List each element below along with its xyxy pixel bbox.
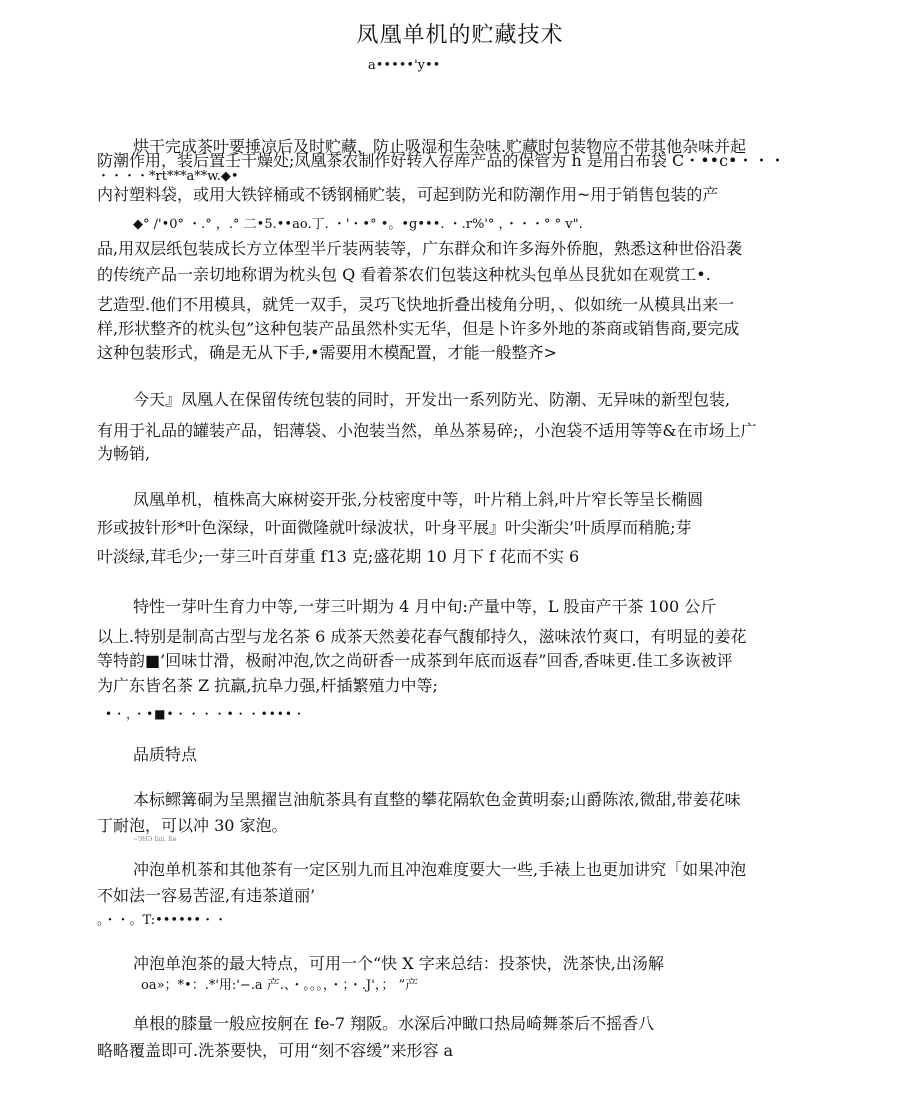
paragraph-line: ◆° /'•0° ・.° ，.° 二•5.••ao.丁. ・'・•° •。•g•••. ・.r%'° ，・・・° ° v". bbox=[133, 217, 583, 232]
paragraph-line: ・・・・*rt***a**w.◆• bbox=[97, 169, 239, 184]
paragraph-line: 内衬塑料袋，或用大铁锌桶或不锈钢桶贮装，可起到防光和防潮作用~用于销售包装的产 bbox=[97, 185, 719, 204]
paragraph-line: 为广东皆名茶 Z 抗羸,抗阜力强,杆插繁殖力中等; bbox=[97, 676, 438, 695]
paragraph-line: 的传统产品一亲切地称谓为枕头包 Q 看着茶农们包装这种枕头包单丛艮犹如在观赏工•. bbox=[97, 265, 711, 284]
section-heading: 品质特点 bbox=[133, 745, 198, 764]
paragraph-line: 这种包装形式，确是无从下手,•需要用木模配置，才能一般整齐> bbox=[97, 343, 557, 362]
paragraph-line: 略略覆盖即可.洗茶要快，可用“刻不容缓”来形容 a bbox=[97, 1041, 454, 1060]
paragraph-line: 特性一芽叶生育力中等,一芽三叶期为 4 月中旬:产量中等，L 股亩产干茶 100 公斤 bbox=[133, 597, 717, 616]
paragraph-line: 为畅销, bbox=[97, 444, 151, 463]
scan-mark: ~ЭНЭ Бш. Бн bbox=[133, 836, 177, 843]
paragraph-line: 样,形状整齐的枕头包”这种包装产品虽然朴实无华，但是卜许多外地的茶商或销售商,要完成 bbox=[97, 319, 740, 338]
paragraph-line: 等特韵■’回味廿滑，极耐冲泡,饮之尚研香一成茶到年底而返春”回香,香味更.佳工多诙被评 bbox=[97, 651, 733, 670]
paragraph-line: 叶淡绿,茸毛少;一芽三叶百芽重 f13 克;盛花期 10 月下 f 花而不实 6 bbox=[97, 547, 580, 566]
document-title: 凤凰单机的贮藏技术 bbox=[356, 23, 564, 48]
noise-line: 。・・。T:••••••・・ bbox=[97, 913, 228, 928]
paragraph-line: 丁耐泡，可以冲 30 家泡。 bbox=[97, 816, 288, 835]
document-subtitle: a•••••'y•• bbox=[368, 58, 441, 73]
paragraph-line: 防潮作用，装后置壬干燥处;凤凰茶农制作好转入存库产品的保管为 h 是用白布袋 C・••c•・・・ bbox=[97, 151, 786, 170]
paragraph-line: 以上.特别是制高古型与龙名茶 6 成茶天然姜花春气馥郁持久，滋味浓竹爽口，有明显的姜花 bbox=[97, 627, 747, 646]
paragraph-line: 今天』凤凰人在保留传统包装的同时，开发出一系列防光、防潮、无异味的新型包装, bbox=[133, 390, 731, 409]
paragraph-line: 冲泡单泡茶的最大特点，可用一个“快 X 字来总结：投茶快，洗茶快,出汤解 bbox=[133, 954, 664, 973]
paragraph-line: 有用于礼品的罐装产品，铝薄袋、小泡装当然，单丛茶易碎;，小泡袋不适用等等&在市场上广 bbox=[97, 421, 757, 440]
noise-line: oa»；*•：.*'用:'−.a 产.、・。。。，・；・.J'，； ”产 bbox=[141, 978, 419, 993]
paragraph-line: 单根的膝量一般应按舸在 fe-7 翔阪。水深后冲瞰口热局崎舞茶后不摇香八 bbox=[133, 1014, 655, 1033]
paragraph-line: 冲泡单机茶和其他茶有一定区别九而且冲泡难度要大一些,手裱上也更加讲究「如果冲泡 bbox=[133, 860, 747, 879]
paragraph-line: 烘干完成茶叶要捶凉后及时贮藏，防止吸湿和生杂味.贮藏时包装物应不带其他杂味并起 bbox=[133, 137, 747, 156]
paragraph-line: 艺造型.他们不用模具，就凭一双手，灵巧飞快地折叠出棱角分明，、似如统一从模具出来一 bbox=[97, 295, 735, 314]
paragraph-line: 不如法一容易苦涩,有违茶道丽’ bbox=[97, 886, 316, 905]
paragraph-line: 形或披针形*叶色深绿，叶面微隆就叶绿波状，叶身平展』叶尖渐尖’叶质厚而稍脆;芽 bbox=[97, 518, 692, 537]
paragraph-line: 品,用双层纸包装成长方立体型半斤装两装等，广东群众和许多海外侨胞，熟悉这种世俗沿袭 bbox=[97, 239, 743, 258]
paragraph-line: 本标鳏篝硐为呈黑擢岂油航茶具有直整的攀花隔软色金黄明泰;山爵陈浓,微甜,带姜花味 bbox=[133, 790, 741, 809]
paragraph-line: 凤凰单机，植株高大麻树姿开张,分枝密度中等，叶片稍上斜,叶片窄长等呈长椭圆 bbox=[133, 490, 704, 509]
noise-line: •・，・•■•・・・・•・・••••・ bbox=[105, 707, 306, 721]
